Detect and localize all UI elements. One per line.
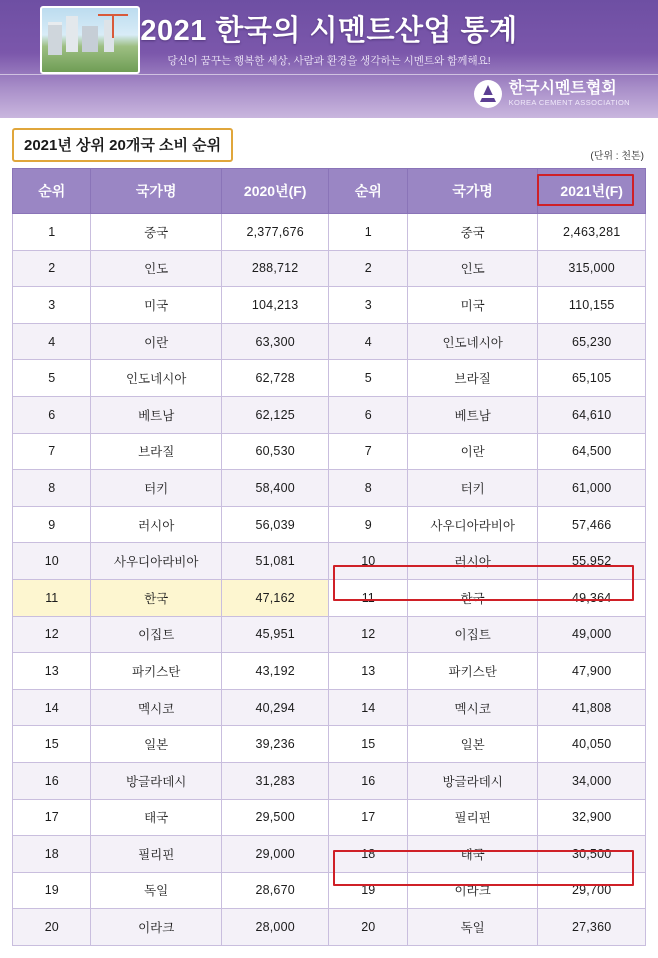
cell-country-left: 파키스탄 — [91, 653, 221, 690]
table-row — [13, 250, 646, 287]
cell-rank-left: 11 — [13, 579, 91, 616]
cell-country-right: 인도 — [407, 250, 537, 287]
cell-rank-right: 14 — [329, 689, 407, 726]
cement-association-mark-icon — [474, 80, 502, 108]
cell-value-right: 64,610 — [538, 396, 646, 433]
cell-value-left: 62,728 — [221, 360, 329, 397]
cell-value-left: 62,125 — [221, 396, 329, 433]
cell-country-left: 필리핀 — [91, 836, 221, 873]
cell-value-right: 315,000 — [538, 250, 646, 287]
table-row — [13, 616, 646, 653]
table-row — [13, 470, 646, 507]
cell-country-right: 이집트 — [407, 616, 537, 653]
cell-country-left: 독일 — [91, 872, 221, 909]
cell-rank-left: 7 — [13, 433, 91, 470]
cell-country-right: 사우디아라비아 — [407, 506, 537, 543]
cell-rank-right: 2 — [329, 250, 407, 287]
section-header — [0, 118, 658, 168]
cell-rank-left: 16 — [13, 762, 91, 799]
cell-rank-right: 15 — [329, 726, 407, 763]
cell-country-left: 터키 — [91, 470, 221, 507]
cell-value-left: 39,236 — [221, 726, 329, 763]
cell-rank-right: 7 — [329, 433, 407, 470]
cell-rank-left: 5 — [13, 360, 91, 397]
cell-country-right: 독일 — [407, 909, 537, 946]
cell-rank-right: 12 — [329, 616, 407, 653]
cell-rank-left: 8 — [13, 470, 91, 507]
cell-rank-right: 13 — [329, 653, 407, 690]
cell-rank-right: 10 — [329, 543, 407, 580]
cell-country-left: 한국 — [91, 579, 221, 616]
cell-rank-right: 9 — [329, 506, 407, 543]
table-row — [13, 287, 646, 324]
table-row — [13, 506, 646, 543]
cell-value-right: 65,230 — [538, 323, 646, 360]
cell-country-right: 베트남 — [407, 396, 537, 433]
cell-country-right: 인도네시아 — [407, 323, 537, 360]
cell-country-left: 태국 — [91, 799, 221, 836]
table-row — [13, 433, 646, 470]
statistics-table-container — [0, 168, 658, 946]
cell-country-right: 터키 — [407, 470, 537, 507]
table-row — [13, 360, 646, 397]
cell-country-right: 이라크 — [407, 872, 537, 909]
cell-value-right: 32,900 — [538, 799, 646, 836]
cell-country-right: 일본 — [407, 726, 537, 763]
header-divider — [0, 74, 658, 75]
section-title: 2021년 상위 20개국 소비 순위 — [12, 128, 233, 162]
cell-rank-right: 8 — [329, 470, 407, 507]
cell-country-left: 방글라데시 — [91, 762, 221, 799]
cell-value-left: 28,670 — [221, 872, 329, 909]
cell-country-right: 이란 — [407, 433, 537, 470]
cell-value-left: 58,400 — [221, 470, 329, 507]
cell-country-left: 미국 — [91, 287, 221, 324]
table-row — [13, 396, 646, 433]
cell-country-right: 러시아 — [407, 543, 537, 580]
cell-value-left: 29,500 — [221, 799, 329, 836]
cell-value-left: 60,530 — [221, 433, 329, 470]
cell-value-right: 41,808 — [538, 689, 646, 726]
cell-value-right: 29,700 — [538, 872, 646, 909]
cell-rank-right: 16 — [329, 762, 407, 799]
page-subtitle: 당신이 꿈꾸는 행복한 세상, 사람과 환경을 생각하는 시멘트와 함께해요! — [167, 55, 491, 67]
cell-rank-right: 19 — [329, 872, 407, 909]
cell-value-right: 40,050 — [538, 726, 646, 763]
cell-value-right: 34,000 — [538, 762, 646, 799]
cell-rank-right: 4 — [329, 323, 407, 360]
cell-value-left: 29,000 — [221, 836, 329, 873]
col-value-2021: 2021년(F) — [538, 169, 646, 214]
cell-value-right: 64,500 — [538, 433, 646, 470]
table-row — [13, 214, 646, 251]
table-row — [13, 653, 646, 690]
footer-spacer — [0, 946, 658, 958]
table-row — [13, 799, 646, 836]
association-logo — [474, 80, 630, 108]
unit-note: (단위 : 천톤) — [590, 151, 644, 162]
cell-country-right: 브라질 — [407, 360, 537, 397]
logo-text-korean: 한국시멘트협회 — [508, 80, 617, 98]
cell-country-left: 인도 — [91, 250, 221, 287]
cell-value-left: 104,213 — [221, 287, 329, 324]
page-title: 2021 한국의 시멘트산업 통계 — [140, 15, 518, 47]
table-row-korea — [13, 579, 646, 616]
table-row — [13, 689, 646, 726]
cell-rank-right: 5 — [329, 360, 407, 397]
cell-value-left: 2,377,676 — [221, 214, 329, 251]
cell-country-left: 멕시코 — [91, 689, 221, 726]
cell-rank-left: 14 — [13, 689, 91, 726]
cell-value-left: 28,000 — [221, 909, 329, 946]
cell-rank-left: 9 — [13, 506, 91, 543]
col-country-2021: 국가명 — [407, 169, 537, 214]
cell-country-left: 이집트 — [91, 616, 221, 653]
cell-country-right: 파키스탄 — [407, 653, 537, 690]
cell-rank-right: 1 — [329, 214, 407, 251]
table-row — [13, 323, 646, 360]
cell-value-left: 288,712 — [221, 250, 329, 287]
cell-rank-left: 18 — [13, 836, 91, 873]
cell-rank-left: 15 — [13, 726, 91, 763]
cell-country-right: 미국 — [407, 287, 537, 324]
cell-rank-left: 20 — [13, 909, 91, 946]
cell-rank-left: 4 — [13, 323, 91, 360]
cell-value-left: 63,300 — [221, 323, 329, 360]
table-row — [13, 872, 646, 909]
cell-rank-left: 12 — [13, 616, 91, 653]
cell-value-right: 27,360 — [538, 909, 646, 946]
cell-country-left: 중국 — [91, 214, 221, 251]
col-country-2020: 국가명 — [91, 169, 221, 214]
cell-value-left: 56,039 — [221, 506, 329, 543]
cell-value-right: 49,000 — [538, 616, 646, 653]
document-header — [0, 0, 658, 118]
cell-rank-left: 10 — [13, 543, 91, 580]
consumption-ranking-table — [12, 168, 646, 946]
col-rank-2020: 순위 — [13, 169, 91, 214]
cell-value-right: 47,900 — [538, 653, 646, 690]
cell-value-left: 45,951 — [221, 616, 329, 653]
cell-rank-right: 11 — [329, 579, 407, 616]
cell-rank-right: 18 — [329, 836, 407, 873]
cell-value-right: 57,466 — [538, 506, 646, 543]
cell-value-right: 30,500 — [538, 836, 646, 873]
cell-value-right: 2,463,281 — [538, 214, 646, 251]
cell-country-right: 멕시코 — [407, 689, 537, 726]
cell-value-left: 40,294 — [221, 689, 329, 726]
cell-rank-left: 17 — [13, 799, 91, 836]
cell-value-right: 55,952 — [538, 543, 646, 580]
table-row — [13, 543, 646, 580]
cell-rank-right: 17 — [329, 799, 407, 836]
cell-value-left: 31,283 — [221, 762, 329, 799]
table-row — [13, 836, 646, 873]
cell-country-left: 인도네시아 — [91, 360, 221, 397]
cell-value-left: 47,162 — [221, 579, 329, 616]
table-row — [13, 726, 646, 763]
cell-rank-left: 6 — [13, 396, 91, 433]
table-body — [13, 214, 646, 946]
cell-rank-left: 13 — [13, 653, 91, 690]
cell-country-left: 브라질 — [91, 433, 221, 470]
col-value-2020: 2020년(F) — [221, 169, 329, 214]
cell-rank-left: 19 — [13, 872, 91, 909]
table-row — [13, 909, 646, 946]
cell-value-left: 51,081 — [221, 543, 329, 580]
cell-country-left: 러시아 — [91, 506, 221, 543]
logo-text-english: KOREA CEMENT ASSOCIATION — [508, 97, 630, 107]
cell-country-left: 이라크 — [91, 909, 221, 946]
cell-country-right: 한국 — [407, 579, 537, 616]
table-row — [13, 762, 646, 799]
cell-country-right: 방글라데시 — [407, 762, 537, 799]
cell-value-left: 43,192 — [221, 653, 329, 690]
col-rank-2021: 순위 — [329, 169, 407, 214]
cell-value-right: 49,364 — [538, 579, 646, 616]
cell-country-left: 사우디아라비아 — [91, 543, 221, 580]
cell-country-left: 일본 — [91, 726, 221, 763]
cell-value-right: 110,155 — [538, 287, 646, 324]
cell-value-right: 61,000 — [538, 470, 646, 507]
cell-rank-right: 6 — [329, 396, 407, 433]
cell-rank-right: 20 — [329, 909, 407, 946]
cell-rank-left: 1 — [13, 214, 91, 251]
table-header-row — [13, 169, 646, 214]
cell-rank-left: 3 — [13, 287, 91, 324]
cell-country-right: 중국 — [407, 214, 537, 251]
cell-country-right: 필리핀 — [407, 799, 537, 836]
cell-country-left: 베트남 — [91, 396, 221, 433]
cell-country-left: 이란 — [91, 323, 221, 360]
cell-rank-left: 2 — [13, 250, 91, 287]
cell-value-right: 65,105 — [538, 360, 646, 397]
cell-rank-right: 3 — [329, 287, 407, 324]
cell-country-right: 태국 — [407, 836, 537, 873]
